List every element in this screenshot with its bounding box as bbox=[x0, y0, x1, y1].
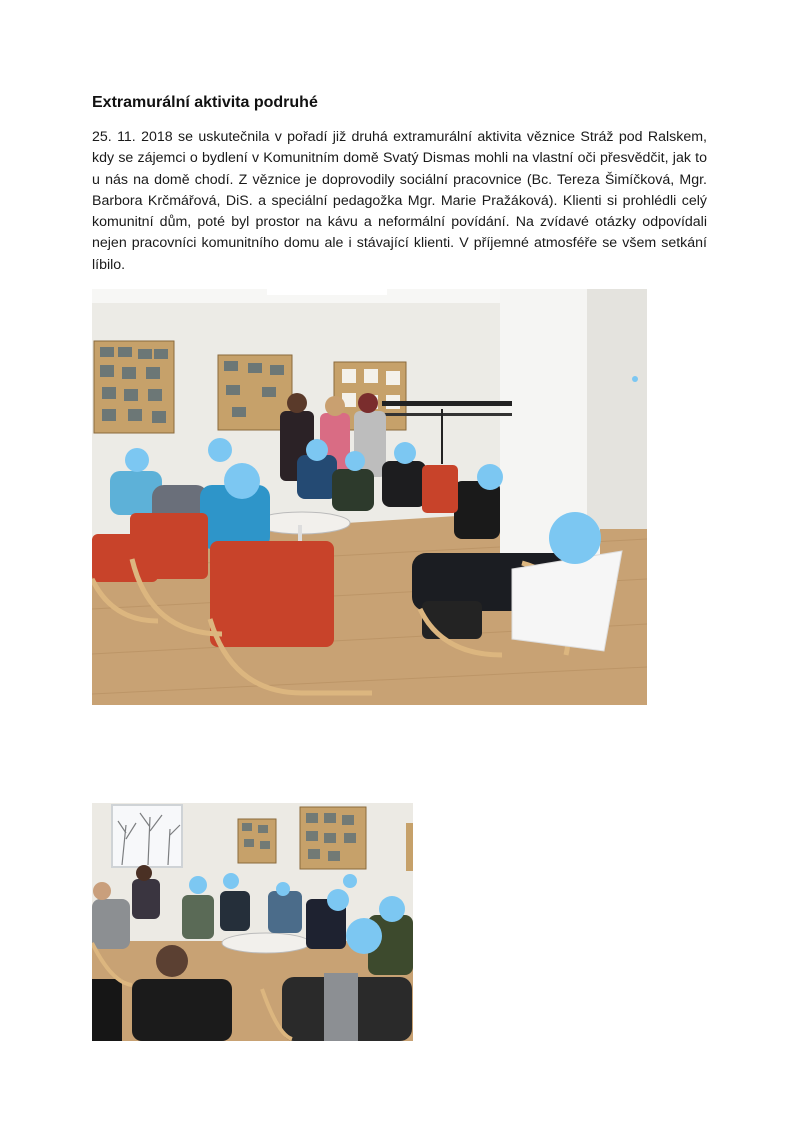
group-photo-main bbox=[92, 289, 647, 705]
article-paragraph: 25. 11. 2018 se uskutečnila v pořadí již druhá extramurální aktivita věznice Stráž pod Ralskem, kdy se zájemci o bydlení v Komunitním domě Svatý Dismas mohli na vlastní oči přesvědčit, jak to u nás na domě chodí. Z věznice je doprovodily sociální pracovnice (Bc. Tereza Šimíčková, Mgr. Barbora Krčmářová, DiS. a speciální pedagožka Mgr. Marie Pražáková). Klienti si prohlédli celý komunitní dům, poté byl prostor na kávu a neformální povídání. Na zvídavé otázky odpovídali nejen pracovníci komunitního domu ale i stávající klienti. V příjemné atmosféře se všem setkání líbilo. bbox=[92, 129, 707, 273]
article-heading: Extramurální aktivita podruhé bbox=[92, 94, 318, 111]
group-photo-second bbox=[92, 803, 413, 1041]
